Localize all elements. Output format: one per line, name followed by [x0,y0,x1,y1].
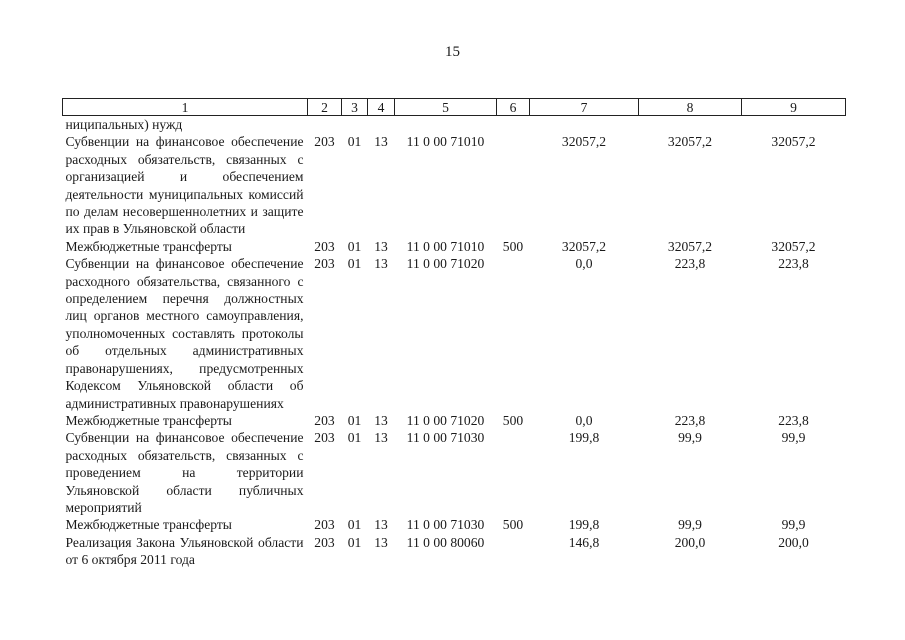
row-value-col9: 223,8 [778,256,809,272]
row-value-col7: 32057,2 [561,238,607,254]
row-expense-type [497,534,530,569]
row-value-col9: 32057,2 [771,238,816,254]
row-section: 01 [347,412,362,428]
row-target-article: 11 0 00 71010 [406,238,485,254]
column-header-9: 9 [742,99,846,116]
row-value-col8: 99,9 [678,430,702,446]
table-row [63,255,846,412]
budget-table [62,98,846,569]
row-expense-type [497,429,530,516]
row-kvsr: 203 [314,430,335,446]
column-header-7: 7 [530,99,639,116]
column-header-3: 3 [342,99,368,116]
row-value-col9: 99,9 [781,430,806,446]
column-header-4: 4 [368,99,395,116]
row-value-col8: 223,8 [674,256,706,272]
table-row [63,429,846,516]
row-subsection: 13 [374,238,388,254]
page-number: 15 [445,44,460,60]
row-value-col9: 32057,2 [771,134,816,150]
row-subsection: 13 [374,534,388,550]
row-value-col9: 99,9 [781,517,806,533]
row-value-col8: 32057,2 [667,238,713,254]
row-expense-type: 500 [502,412,524,428]
row-subsection: 13 [374,256,388,272]
table-row [63,516,846,533]
row-section: 01 [347,134,362,150]
row-name: Реализация Закона Ульяновской области от 6 октября 2011 года [65,534,304,568]
column-header-5: 5 [395,99,497,116]
row-subsection: 13 [374,430,388,446]
row-subsection: 13 [374,517,388,533]
row-expense-type: 500 [502,517,524,533]
row-kvsr: 203 [314,134,335,150]
row-value-col8: 32057,2 [667,134,713,150]
row-value-col7: 146,8 [568,534,600,550]
row-value-col9: 223,8 [778,412,809,428]
row-value-col8: 223,8 [674,412,706,428]
row-section: 01 [347,256,362,272]
row-value-col9: 200,0 [778,534,809,550]
row-target-article: 11 0 00 71020 [406,256,485,272]
row-expense-type: 500 [502,238,524,254]
row-kvsr: 203 [314,412,335,428]
continuation-row [63,116,846,134]
row-section: 01 [347,534,362,550]
row-section: 01 [347,430,362,446]
table-row [63,238,846,255]
row-section: 01 [347,238,362,254]
row-target-article: 11 0 00 71020 [406,412,485,428]
continuation-text: ниципальных) нужд [65,117,183,132]
row-value-col8: 99,9 [678,517,702,533]
row-target-article: 11 0 00 71030 [406,430,485,446]
row-name: Межбюджетные трансферты [65,238,232,254]
row-name: Межбюджетные трансферты [65,412,232,428]
row-target-article: 11 0 00 71010 [406,134,485,150]
table-body [63,116,846,569]
row-value-col7: 199,8 [568,517,600,533]
row-expense-type [497,255,530,412]
table-row [63,534,846,569]
row-value-col8: 200,0 [674,534,706,550]
table-row [63,412,846,429]
row-expense-type [497,133,530,237]
row-value-col7: 199,8 [568,430,600,446]
row-subsection: 13 [374,412,388,428]
row-kvsr: 203 [314,534,335,550]
row-kvsr: 203 [314,256,335,272]
row-target-article: 11 0 00 71030 [406,517,485,533]
row-name: Межбюджетные трансферты [65,517,232,533]
row-target-article: 11 0 00 80060 [406,534,485,550]
row-subsection: 13 [374,134,388,150]
row-section: 01 [347,517,362,533]
row-kvsr: 203 [314,517,335,533]
row-kvsr: 203 [314,238,335,254]
table-header-row [63,99,846,116]
row-value-col7: 0,0 [575,412,593,428]
column-header-6: 6 [497,99,530,116]
column-header-1: 1 [63,99,308,116]
row-value-col7: 0,0 [575,256,593,272]
column-header-8: 8 [639,99,742,116]
table-row [63,133,846,237]
column-header-2: 2 [308,99,342,116]
row-name: Субвенции на финансовое обеспечение расходных обязательств, связанных с организацией и обеспечением деятельности муниципальных комиссий по делам несовершеннолетних и защите их прав в Ульяновской области [65,134,304,237]
row-name: Субвенции на финансовое обеспечение расходных обязательств, связанных с проведением на территории Ульяновской области публичных мероприятий [65,430,304,515]
row-name: Субвенции на финансовое обеспечение расходного обязательства, связанного с определением перечня должностных лиц органов местного самоуправления, уполномоченных составлять протоколы об отдельных административных правонарушениях, предусмотренных Кодексом Ульяновской области об административных правонарушениях [65,256,304,411]
row-value-col7: 32057,2 [561,134,607,150]
